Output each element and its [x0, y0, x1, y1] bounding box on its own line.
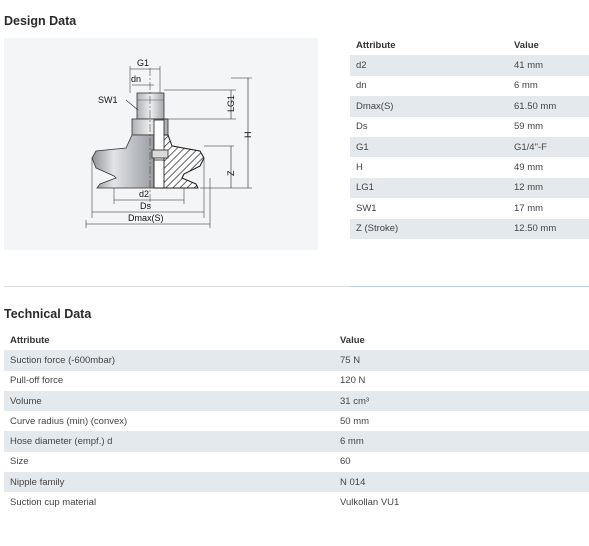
attribute-cell: SW1 — [356, 202, 377, 214]
table-row — [4, 472, 589, 492]
value-cell: 61.50 mm — [514, 100, 557, 112]
value-cell: 12.50 mm — [514, 223, 557, 235]
table-row — [4, 452, 589, 472]
technical-data-table — [4, 330, 589, 513]
attribute-cell: Suction cup material — [10, 497, 97, 509]
design-data-title: Design Data — [4, 14, 77, 28]
label-h: H — [243, 131, 253, 138]
suction-cup-drawing — [4, 38, 318, 250]
attribute-cell: Z (Stroke) — [356, 223, 399, 235]
value-cell: 31 cm³ — [340, 395, 370, 407]
table-row — [4, 391, 589, 411]
value-cell: 59 mm — [514, 121, 544, 133]
table-row — [350, 76, 589, 96]
table-row — [4, 411, 589, 431]
table-row — [4, 431, 589, 451]
value-cell: N 014 — [340, 476, 366, 488]
value-cell: 6 mm — [340, 436, 364, 448]
table-row — [350, 157, 589, 177]
attribute-cell: Hose diameter (empf.) d — [10, 436, 113, 448]
table-row — [350, 55, 589, 75]
label-g1: G1 — [137, 58, 150, 68]
attribute-cell: Pull-off force — [10, 375, 64, 387]
attribute-cell: Curve radius (min) (convex) — [10, 415, 128, 427]
label-sw1: SW1 — [98, 95, 118, 105]
attribute-cell: d2 — [356, 60, 367, 72]
value-cell: 60 — [340, 456, 351, 468]
value-cell: 41 mm — [514, 60, 544, 72]
table-row — [4, 371, 589, 391]
technical-data-title: Technical Data — [4, 307, 92, 321]
attribute-cell: Ds — [356, 121, 368, 133]
value-cell: 75 N — [340, 354, 361, 366]
value-cell: 50 mm — [340, 415, 370, 427]
column-header-value: Value — [514, 39, 539, 51]
value-cell: 120 N — [340, 375, 366, 387]
value-cell: Vulkollan VU1 — [340, 497, 400, 509]
cup-body — [92, 135, 154, 188]
table-header-row — [350, 35, 589, 55]
label-z: Z — [226, 170, 236, 176]
value-cell: 49 mm — [514, 162, 544, 174]
design-data-table — [350, 35, 589, 239]
table-row — [4, 350, 589, 370]
technical-drawing — [4, 38, 318, 250]
table-row — [350, 178, 589, 198]
value-cell: 17 mm — [514, 202, 544, 214]
label-d2: d2 — [139, 189, 150, 199]
table-row — [350, 219, 589, 239]
label-dmax: Dmax(S) — [128, 213, 164, 223]
fitting-hex — [137, 93, 164, 119]
table-row — [350, 137, 589, 157]
label-lg1: LG1 — [226, 94, 236, 112]
attribute-cell: Size — [10, 456, 29, 468]
attribute-cell: LG1 — [356, 182, 374, 194]
column-header-attribute: Attribute — [10, 334, 50, 346]
attribute-cell: G1 — [356, 141, 369, 153]
label-ds: Ds — [140, 201, 151, 211]
attribute-cell: H — [356, 162, 363, 174]
attribute-cell: Dmax(S) — [356, 100, 394, 112]
attribute-cell: Suction force (-600mbar) — [10, 354, 116, 366]
label-dn: dn — [131, 74, 142, 84]
attribute-cell: dn — [356, 80, 367, 92]
table-header-row — [4, 330, 589, 350]
value-cell: 6 mm — [514, 80, 538, 92]
value-cell: G1/4"-F — [514, 141, 547, 153]
table-row — [350, 198, 589, 218]
value-cell: 12 mm — [514, 182, 544, 194]
column-header-value: Value — [340, 334, 365, 346]
table-row — [350, 96, 589, 116]
section-divider-accent — [350, 286, 589, 287]
column-header-attribute: Attribute — [356, 39, 396, 51]
table-row — [350, 117, 589, 137]
attribute-cell: Nipple family — [10, 476, 65, 488]
attribute-cell: Volume — [10, 395, 42, 407]
table-row — [4, 492, 589, 512]
